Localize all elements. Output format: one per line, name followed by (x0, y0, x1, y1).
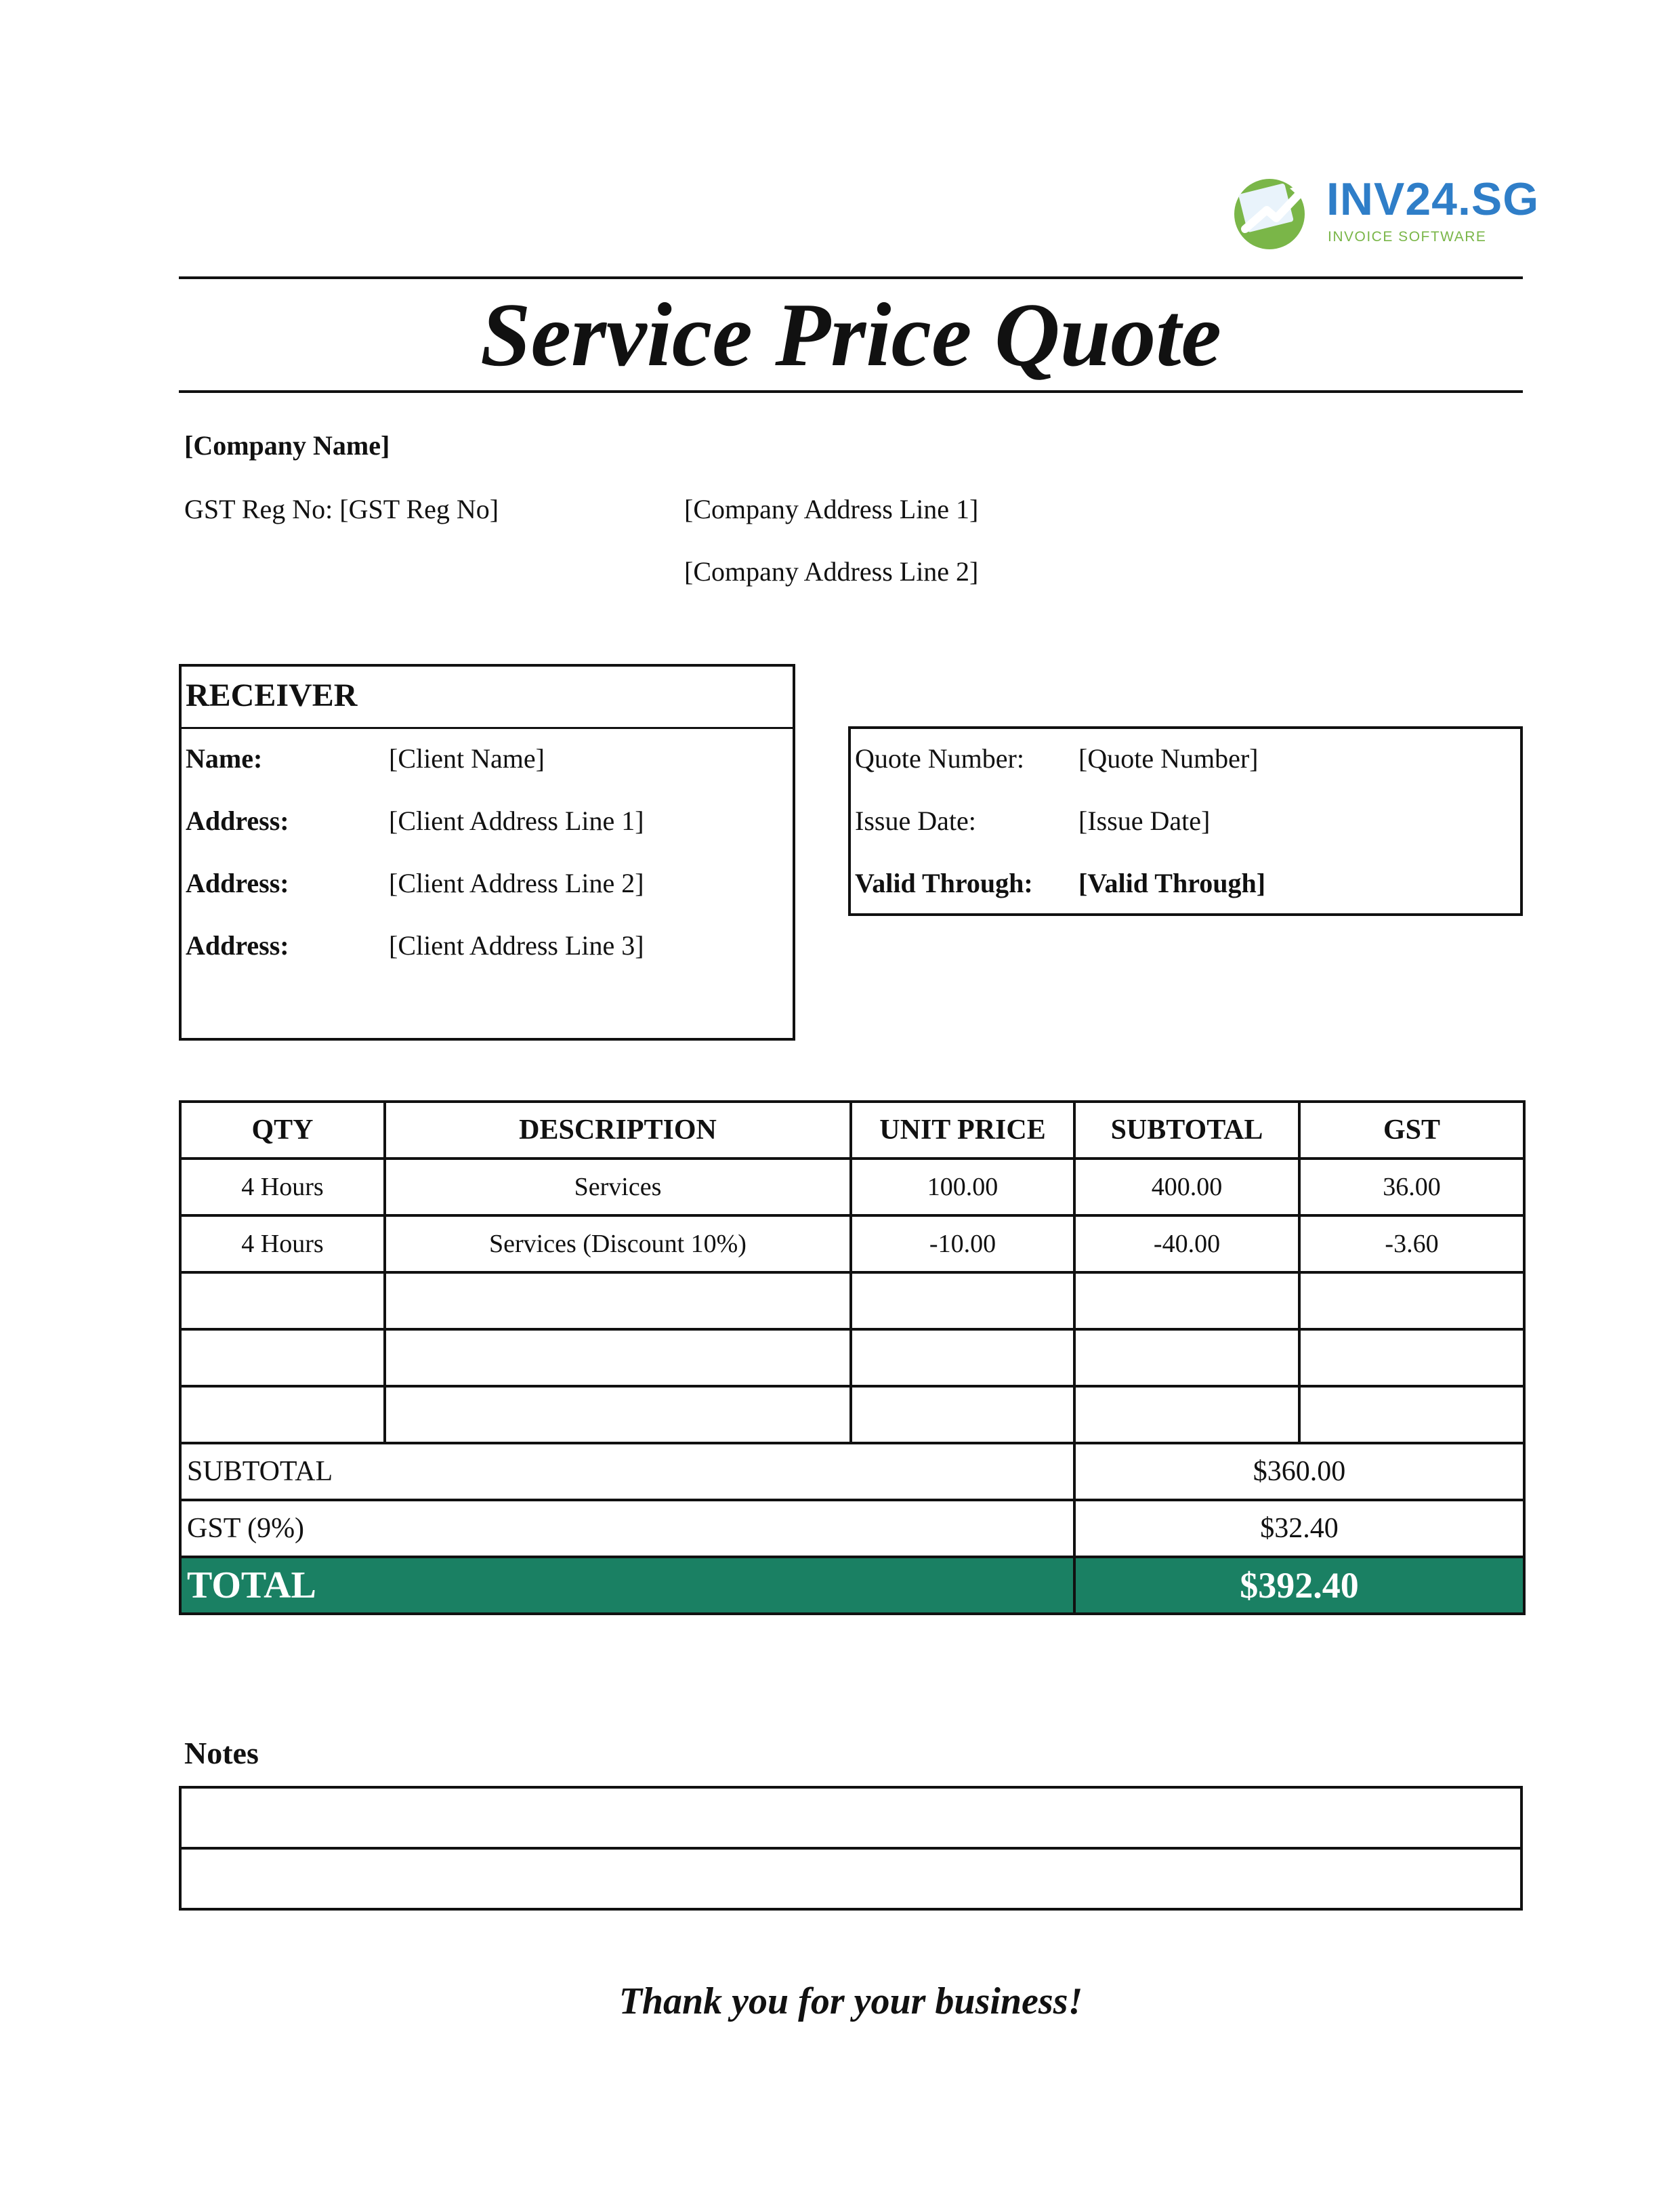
subtotal-label: SUBTOTAL (180, 1443, 1074, 1500)
cell-unit-price (851, 1329, 1074, 1386)
cell-gst (1299, 1386, 1524, 1443)
receiver-divider (182, 727, 793, 729)
receiver-heading: RECEIVER (186, 677, 358, 713)
gst-reg-label (184, 493, 499, 526)
cell-gst: 36.00 (1299, 1159, 1524, 1215)
items-header-row (180, 1102, 1524, 1159)
cell-gst (1299, 1272, 1524, 1329)
table-row (180, 1215, 1524, 1272)
valid-through-value: [Valid Through] (1078, 868, 1266, 898)
cell-unit-price (851, 1272, 1074, 1329)
receiver-value-address2: [Client Address Line 2] (389, 868, 644, 898)
table-row (180, 1272, 1524, 1329)
receiver-label-name: Name: (186, 743, 263, 774)
cell-description (385, 1386, 851, 1443)
header-qty: QTY (180, 1102, 385, 1159)
title-bottom-rule (179, 390, 1523, 393)
header-gst: GST (1299, 1102, 1524, 1159)
subtotal-row (180, 1443, 1524, 1500)
receiver-label-address1: Address: (186, 806, 289, 836)
cell-subtotal (1074, 1386, 1299, 1443)
header-unit-price: UNIT PRICE (851, 1102, 1074, 1159)
total-row (180, 1557, 1524, 1614)
cell-qty: 4 Hours (180, 1159, 385, 1215)
cell-description (385, 1272, 851, 1329)
quote-number-value: [Quote Number] (1078, 743, 1259, 774)
receiver-value-address1: [Client Address Line 1] (389, 806, 644, 836)
receiver-label-address2: Address: (186, 868, 289, 898)
total-value: $392.40 (1074, 1557, 1524, 1614)
cell-subtotal (1074, 1272, 1299, 1329)
receiver-value-address3: [Client Address Line 3] (389, 930, 644, 961)
thank-you-message: Thank you for your business! (618, 1980, 1083, 2022)
logo-text: INV24.SG (1326, 173, 1540, 225)
cell-qty (180, 1386, 385, 1443)
receiver-label-address3: Address: (186, 930, 289, 961)
cell-unit-price (851, 1386, 1074, 1443)
gst-row (180, 1500, 1524, 1557)
cell-subtotal: -40.00 (1074, 1215, 1299, 1272)
issue-date-value: [Issue Date] (1078, 806, 1211, 836)
cell-qty: 4 Hours (180, 1215, 385, 1272)
issue-date-label: Issue Date: (855, 806, 976, 836)
logo-subtext: INVOICE SOFTWARE (1328, 229, 1487, 245)
table-row (180, 1159, 1524, 1215)
subtotal-value: $360.00 (1074, 1443, 1524, 1500)
notes-line-2[interactable] (180, 1848, 1521, 1909)
cell-qty (180, 1329, 385, 1386)
notes-line-1[interactable] (180, 1787, 1521, 1848)
receiver-value-name: [Client Name] (389, 743, 545, 774)
table-row (180, 1386, 1524, 1443)
items-table (179, 1100, 1526, 1615)
total-label: TOTAL (180, 1557, 1074, 1614)
header-subtotal: SUBTOTAL (1074, 1102, 1299, 1159)
cell-subtotal: 400.00 (1074, 1159, 1299, 1215)
company-address-line2: [Company Address Line 2] (684, 556, 979, 587)
header-description: DESCRIPTION (385, 1102, 851, 1159)
gst-reg-label-text: GST Reg No: (184, 494, 333, 524)
cell-description: Services (385, 1159, 851, 1215)
company-name: [Company Name] (184, 430, 390, 461)
notes-box (179, 1786, 1523, 1911)
gst-label: GST (9%) (180, 1500, 1074, 1557)
company-logo (1225, 171, 1540, 252)
gst-reg-value: [GST Reg No] (339, 494, 499, 524)
company-address-line1: [Company Address Line 1] (684, 494, 979, 524)
valid-through-label: Valid Through: (855, 868, 1033, 898)
notes-heading: Notes (184, 1736, 259, 1770)
growth-chart-icon (1225, 171, 1320, 252)
cell-unit-price: -10.00 (851, 1215, 1074, 1272)
page-title: Service Price Quote (480, 285, 1221, 385)
cell-gst: -3.60 (1299, 1215, 1524, 1272)
gst-value: $32.40 (1074, 1500, 1524, 1557)
title-top-rule (179, 276, 1523, 279)
cell-gst (1299, 1329, 1524, 1386)
cell-unit-price: 100.00 (851, 1159, 1074, 1215)
quote-number-label: Quote Number: (855, 743, 1024, 774)
cell-subtotal (1074, 1329, 1299, 1386)
receiver-box (179, 664, 795, 1041)
cell-description (385, 1329, 851, 1386)
cell-qty (180, 1272, 385, 1329)
cell-description: Services (Discount 10%) (385, 1215, 851, 1272)
table-row (180, 1329, 1524, 1386)
